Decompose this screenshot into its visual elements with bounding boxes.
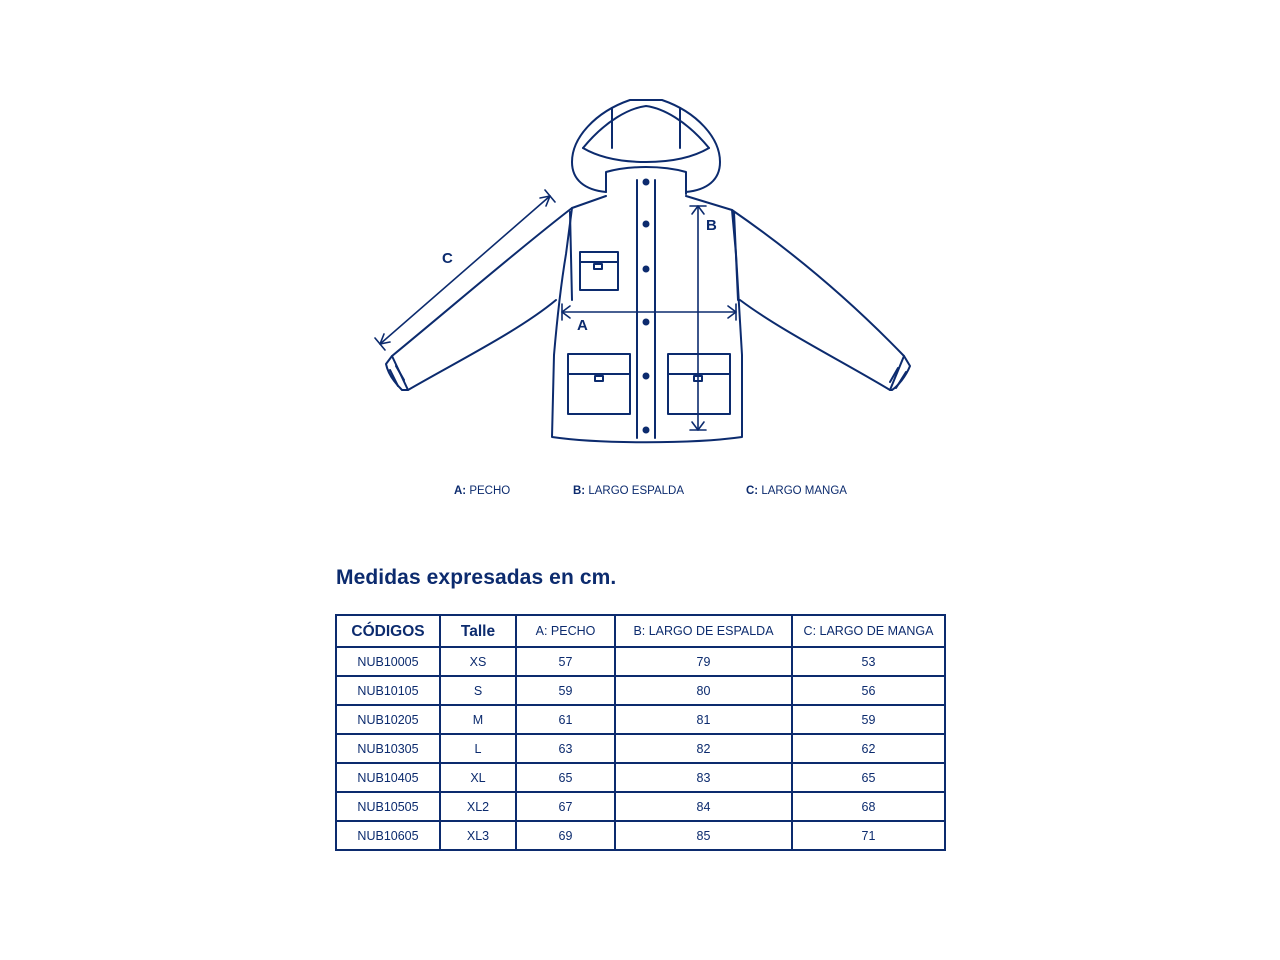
cell-code: NUB10405	[336, 763, 440, 792]
cell-largo-manga: 53	[792, 647, 945, 676]
page-title: Medidas expresadas en cm.	[336, 566, 617, 589]
cell-pecho: 61	[516, 705, 615, 734]
column-header-talle: Talle	[440, 615, 516, 647]
cell-code: NUB10205	[336, 705, 440, 734]
table-header-row	[336, 615, 945, 647]
legend-item-b	[573, 485, 684, 497]
table-row	[336, 792, 945, 821]
legend-item-a	[454, 485, 510, 497]
cell-pecho: 65	[516, 763, 615, 792]
cell-pecho: 67	[516, 792, 615, 821]
measurement-legend	[0, 485, 1280, 501]
measure-a-label: A	[577, 317, 588, 334]
cell-largo-espalda: 80	[615, 676, 792, 705]
cell-pecho: 57	[516, 647, 615, 676]
cell-largo-espalda: 83	[615, 763, 792, 792]
column-header-largo-espalda: B: LARGO DE ESPALDA	[615, 615, 792, 647]
legend-text: PECHO	[469, 485, 511, 497]
table-row	[336, 647, 945, 676]
table-row	[336, 676, 945, 705]
cell-largo-manga: 59	[792, 705, 945, 734]
right-sleeve	[732, 210, 910, 390]
cell-pecho: 59	[516, 676, 615, 705]
table-row	[336, 705, 945, 734]
lower-right-pocket	[668, 354, 730, 414]
cell-code: NUB10505	[336, 792, 440, 821]
cell-largo-manga: 71	[792, 821, 945, 850]
cell-size: XL2	[440, 792, 516, 821]
cell-pecho: 69	[516, 821, 615, 850]
cell-code: NUB10605	[336, 821, 440, 850]
cell-size: XL3	[440, 821, 516, 850]
column-header-codigos: CÓDIGOS	[336, 615, 440, 647]
cell-largo-espalda: 82	[615, 734, 792, 763]
measure-b-label: B	[706, 217, 717, 234]
cell-largo-espalda: 79	[615, 647, 792, 676]
cell-pecho: 63	[516, 734, 615, 763]
legend-text: LARGO ESPALDA	[588, 485, 684, 497]
measure-c-label: C	[442, 250, 453, 267]
cell-largo-espalda: 84	[615, 792, 792, 821]
legend-text: LARGO MANGA	[761, 485, 847, 497]
cell-size: XS	[440, 647, 516, 676]
column-header-pecho: A: PECHO	[516, 615, 615, 647]
cell-code: NUB10005	[336, 647, 440, 676]
cell-largo-manga: 65	[792, 763, 945, 792]
column-header-largo-manga: C: LARGO DE MANGA	[792, 615, 945, 647]
table-row	[336, 734, 945, 763]
cell-largo-espalda: 81	[615, 705, 792, 734]
chest-pocket	[580, 252, 618, 290]
legend-item-c	[746, 485, 847, 497]
legend-key: B:	[573, 485, 586, 497]
cell-largo-espalda: 85	[615, 821, 792, 850]
jacket-hood	[572, 100, 720, 192]
size-table	[335, 614, 946, 851]
measure-a-arrow	[562, 304, 736, 320]
left-sleeve	[386, 208, 572, 390]
cell-code: NUB10305	[336, 734, 440, 763]
jacket-buttons	[643, 179, 650, 434]
measure-c-arrow	[375, 190, 555, 350]
cell-size: M	[440, 705, 516, 734]
cell-code: NUB10105	[336, 676, 440, 705]
cell-size: S	[440, 676, 516, 705]
cell-largo-manga: 56	[792, 676, 945, 705]
legend-key: A:	[454, 485, 467, 497]
cell-largo-manga: 68	[792, 792, 945, 821]
cell-largo-manga: 62	[792, 734, 945, 763]
cell-size: L	[440, 734, 516, 763]
jacket-diagram	[0, 0, 1280, 460]
table-row	[336, 821, 945, 850]
lower-left-pocket	[568, 354, 630, 414]
measure-b-arrow	[690, 206, 706, 430]
legend-key: C:	[746, 485, 759, 497]
table-row	[336, 763, 945, 792]
cell-size: XL	[440, 763, 516, 792]
